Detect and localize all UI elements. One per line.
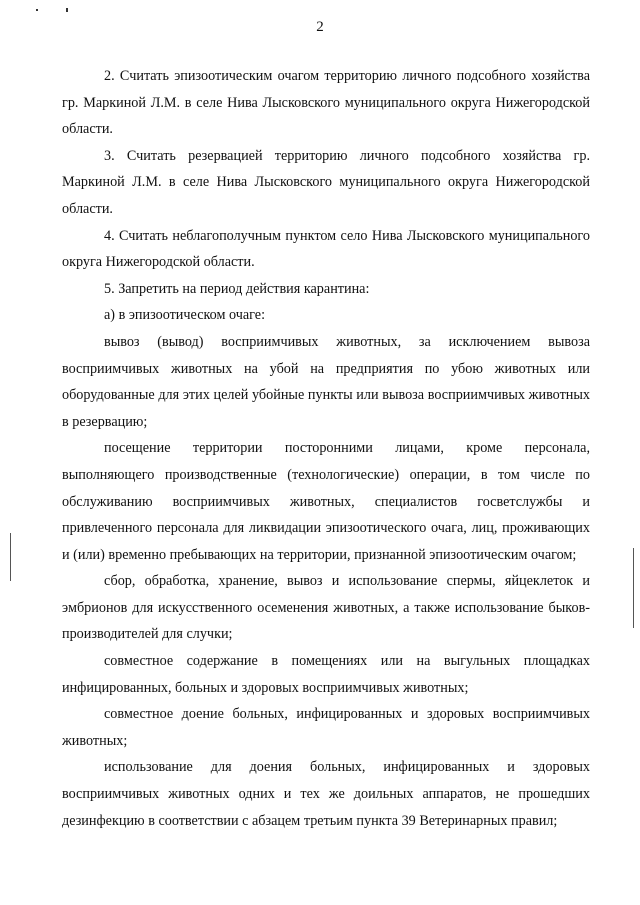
paragraph-item-5: 5. Запретить на период действия карантина: bbox=[104, 280, 370, 297]
scan-edge-line bbox=[10, 533, 11, 581]
subitem-a-heading: а) в эпизоотическом очаге: bbox=[104, 307, 266, 324]
scan-edge-line bbox=[633, 548, 634, 628]
paragraph-item-2: 2. Считать эпизоотическим очагом территорию личного подсобного хозяйства гр. Маркиной Л.М. в селе Нива Лысковского муниципального округа Нижегородской области. bbox=[62, 68, 590, 138]
document-body bbox=[62, 63, 590, 834]
scan-speck bbox=[66, 8, 68, 12]
scan-speck bbox=[36, 9, 38, 11]
restriction-milking-equipment: использование для доения больных, инфицированных и здоровых восприимчивых животных одних и тех же доильных аппаратов, не прошедших дезинфекцию в соответствии с абзацем третьим пункта 39 Ветеринарных правил; bbox=[62, 759, 590, 829]
paragraph-item-4: 4. Считать неблагополучным пунктом село Нива Лысковского муниципального округа Нижегородской области. bbox=[62, 227, 590, 271]
paragraph-item-3: 3. Считать резервацией территорию личного подсобного хозяйства гр. Маркиной Л.М. в селе Нива Лысковского муниципального округа Нижегородской области. bbox=[62, 147, 590, 217]
restriction-sperm: сбор, обработка, хранение, вывоз и использование спермы, яйцеклеток и эмбрионов для искусственного осеменения животных, а также использование быков-производителей для случки; bbox=[62, 573, 590, 643]
restriction-removal: вывоз (вывод) восприимчивых животных, за исключением вывоза восприимчивых животных на убой на предприятия по убою животных или оборудованные для этих целей убойные пункты или вывоза восприимчивых животных в резервацию; bbox=[62, 333, 590, 430]
restriction-joint-keeping: совместное содержание в помещениях или на выгульных площадках инфицированных, больных и здоровых восприимчивых животных; bbox=[62, 653, 590, 696]
page-number: 2 bbox=[316, 19, 324, 35]
restriction-visits: посещение территории посторонними лицами, кроме персонала, выполняющего производственные (технологические) операции, в том числе по обслуживанию восприимчивых животных, специалистов госветслужбы и привлеченного персонала для ликвидации эпизоотического очага, лиц, проживающих и (или) временно пребывающих на территории, признанной эпизоотическим очагом; bbox=[62, 440, 590, 563]
restriction-joint-milking: совместное доение больных, инфицированных и здоровых восприимчивых животных; bbox=[62, 706, 590, 749]
